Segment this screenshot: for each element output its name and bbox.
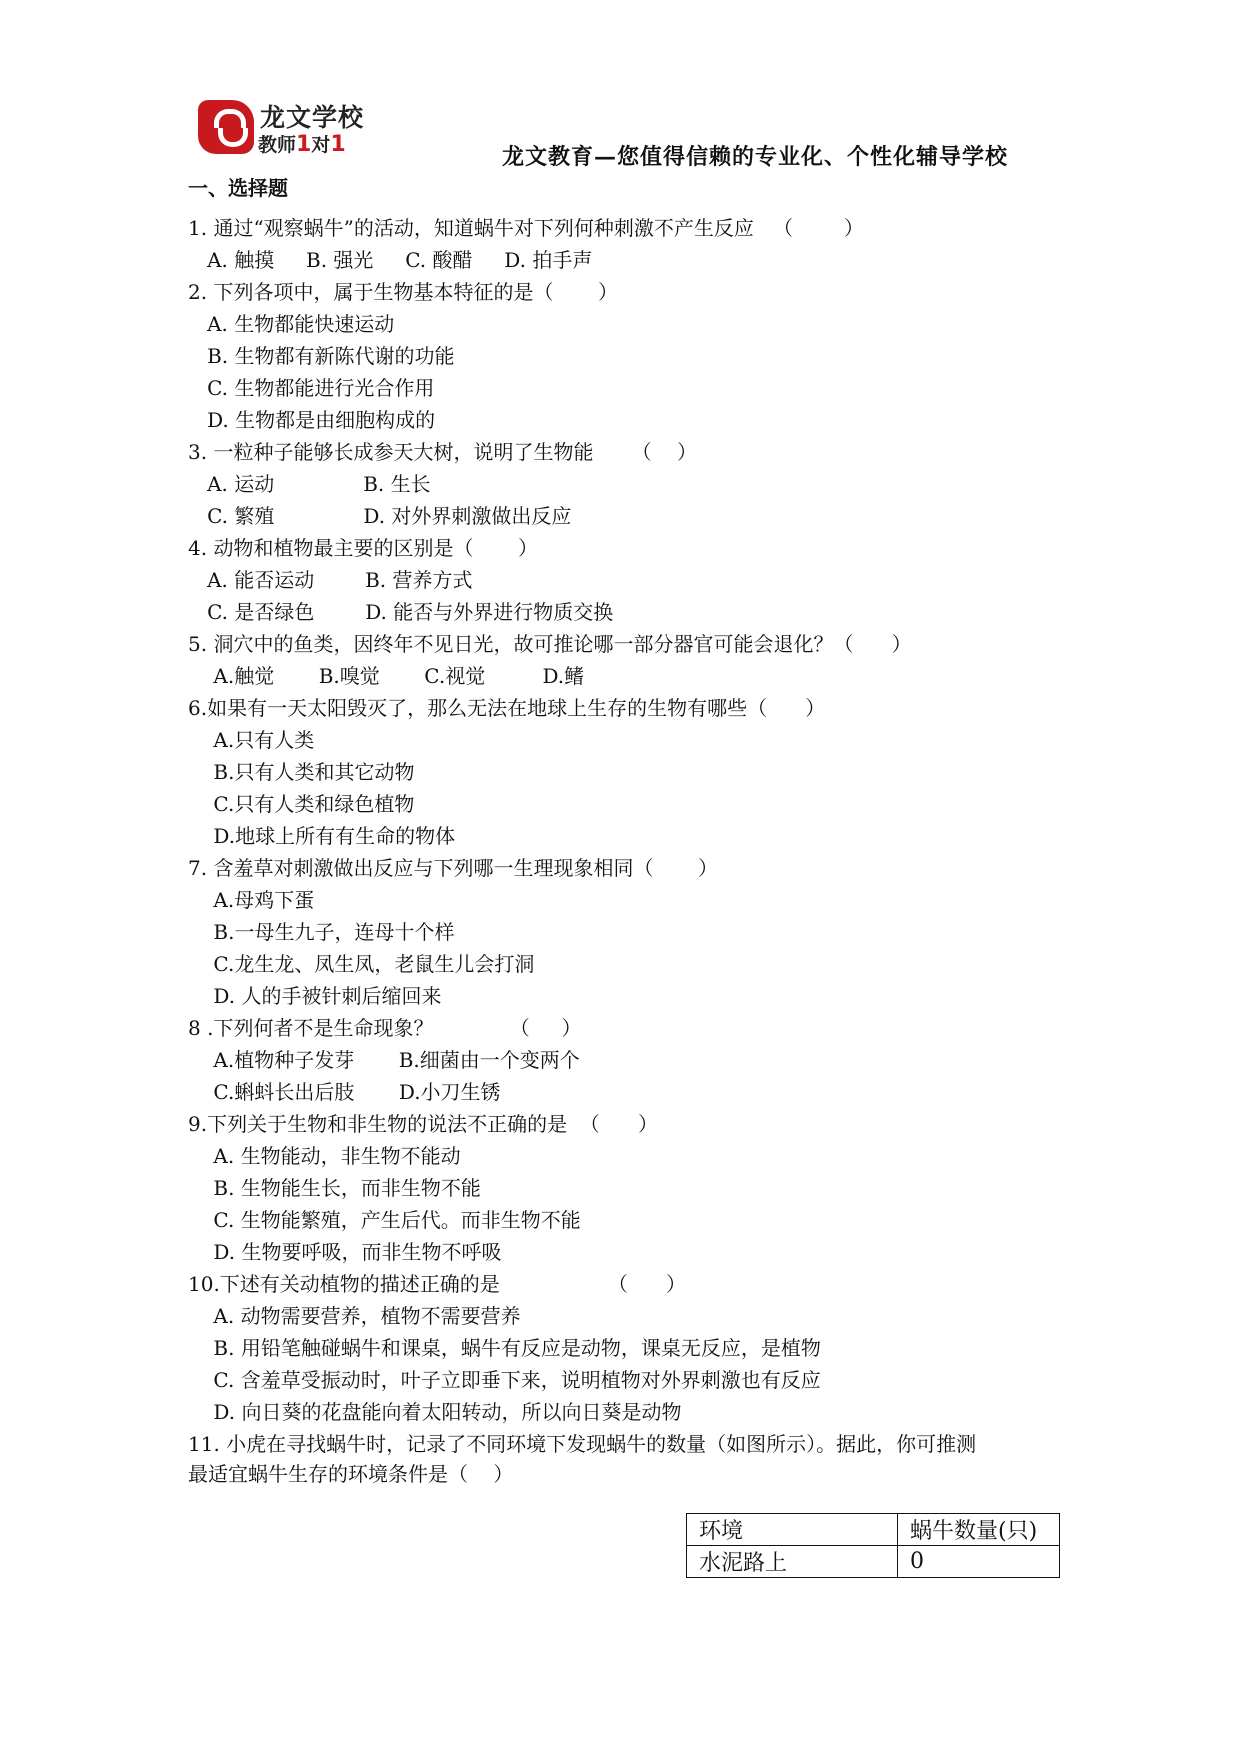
snail-environment-table [686,1513,1060,1578]
logo-slogan-b: 对 [311,134,331,156]
logo-slogan-a: 教师 [258,134,297,156]
question-line: 1. 通过“观察蜗牛”的活动，知道蜗牛对下列何种刺激不产生反应 （ ） [188,216,864,240]
table-header-cell: 蜗牛数量(只) [898,1514,1060,1546]
question-line: C.龙生龙、凤生凤，老鼠生儿会打洞 [188,952,535,976]
question-line: C. 繁殖 D. 对外界刺激做出反应 [188,504,572,528]
table-header-cell: 环境 [687,1514,898,1546]
question-line: B.只有人类和其它动物 [188,760,415,784]
question-line: D.地球上所有有生命的物体 [188,824,456,848]
question-line: 最适宜蜗牛生存的环境条件是（ ） [188,1462,514,1486]
question-line: 6.如果有一天太阳毁灭了，那么无法在地球上生存的生物有哪些（ ） [188,696,826,720]
question-line: A. 生物能动，非生物不能动 [188,1144,461,1168]
question-line: D. 生物要呼吸，而非生物不呼吸 [188,1240,502,1264]
question-line: A. 生物都能快速运动 [188,312,395,336]
table-row [687,1546,1060,1578]
question-line: D. 生物都是由细胞构成的 [188,408,436,432]
school-logo [186,94,394,160]
question-line: B. 生物都有新陈代谢的功能 [188,344,455,368]
question-line: C.只有人类和绿色植物 [188,792,415,816]
question-line: A.植物种子发芽 B.细菌由一个变两个 [188,1048,580,1072]
question-line: A.只有人类 [188,728,315,752]
question-line: 7. 含羞草对刺激做出反应与下列哪一生理现象相同（ ） [188,856,718,880]
question-line: A. 动物需要营养，植物不需要营养 [188,1304,521,1328]
question-line: A.触觉 B.嗅觉 C.视觉 D.鳍 [188,664,585,688]
question-line: 8 .下列何者不是生命现象？ （ ） [188,1016,582,1040]
logo-slogan [258,130,346,157]
question-line: 11. 小虎在寻找蜗牛时，记录了不同环境下发现蜗牛的数量（如图所示）。据此，你可推测 [188,1432,977,1456]
question-line: A. 能否运动 B. 营养方式 [188,568,473,592]
question-line: B. 用铅笔触碰蜗牛和课桌，蜗牛有反应是动物，课桌无反应，是植物 [188,1336,821,1360]
question-line: B.一母生九子，连母十个样 [188,920,455,944]
question-line: C. 是否绿色 D. 能否与外界进行物质交换 [188,600,614,624]
question-line: 4. 动物和植物最主要的区别是（ ） [188,536,538,560]
question-line: D. 向日葵的花盘能向着太阳转动，所以向日葵是动物 [188,1400,682,1424]
question-line: 5. 洞穴中的鱼类，因终年不见日光，故可推论哪一部分器官可能会退化？（ ） [188,632,912,656]
question-line: D. 人的手被针刺后缩回来 [188,984,442,1008]
question-line: C. 生物能繁殖，产生后代。而非生物不能 [188,1208,581,1232]
header-title: 龙文教育—您值得信赖的专业化、个性化辅导学校 [502,144,1009,170]
question-line: 9.下列关于生物和非生物的说法不正确的是 （ ） [188,1112,658,1136]
question-line: A. 运动 B. 生长 [188,472,431,496]
question-line: C. 含羞草受振动时，叶子立即垂下来，说明植物对外界刺激也有反应 [188,1368,821,1392]
logo-name: 龙文学校 [260,103,365,132]
question-line: 10.下述有关动植物的描述正确的是 （ ） [188,1272,687,1296]
question-line: C. 生物都能进行光合作用 [188,376,435,400]
question-line: 3. 一粒种子能够长成参天大树，说明了生物能 （ ） [188,440,698,464]
logo-mark-icon [198,100,254,154]
logo-slogan-num2: 1 [330,132,346,157]
table-cell: 0 [898,1546,1060,1578]
question-line: A.母鸡下蛋 [188,888,315,912]
question-line: 2. 下列各项中，属于生物基本特征的是（ ） [188,280,618,304]
table-header-row [687,1514,1060,1546]
logo-slogan-num1: 1 [296,132,312,157]
question-line: A. 触摸 B. 强光 C. 酸醋 D. 拍手声 [188,248,593,272]
section-title: 一、选择题 [188,176,288,200]
table-cell: 水泥路上 [687,1546,898,1578]
question-line: C.蝌蚪长出后肢 D.小刀生锈 [188,1080,501,1104]
question-line: B. 生物能生长，而非生物不能 [188,1176,481,1200]
